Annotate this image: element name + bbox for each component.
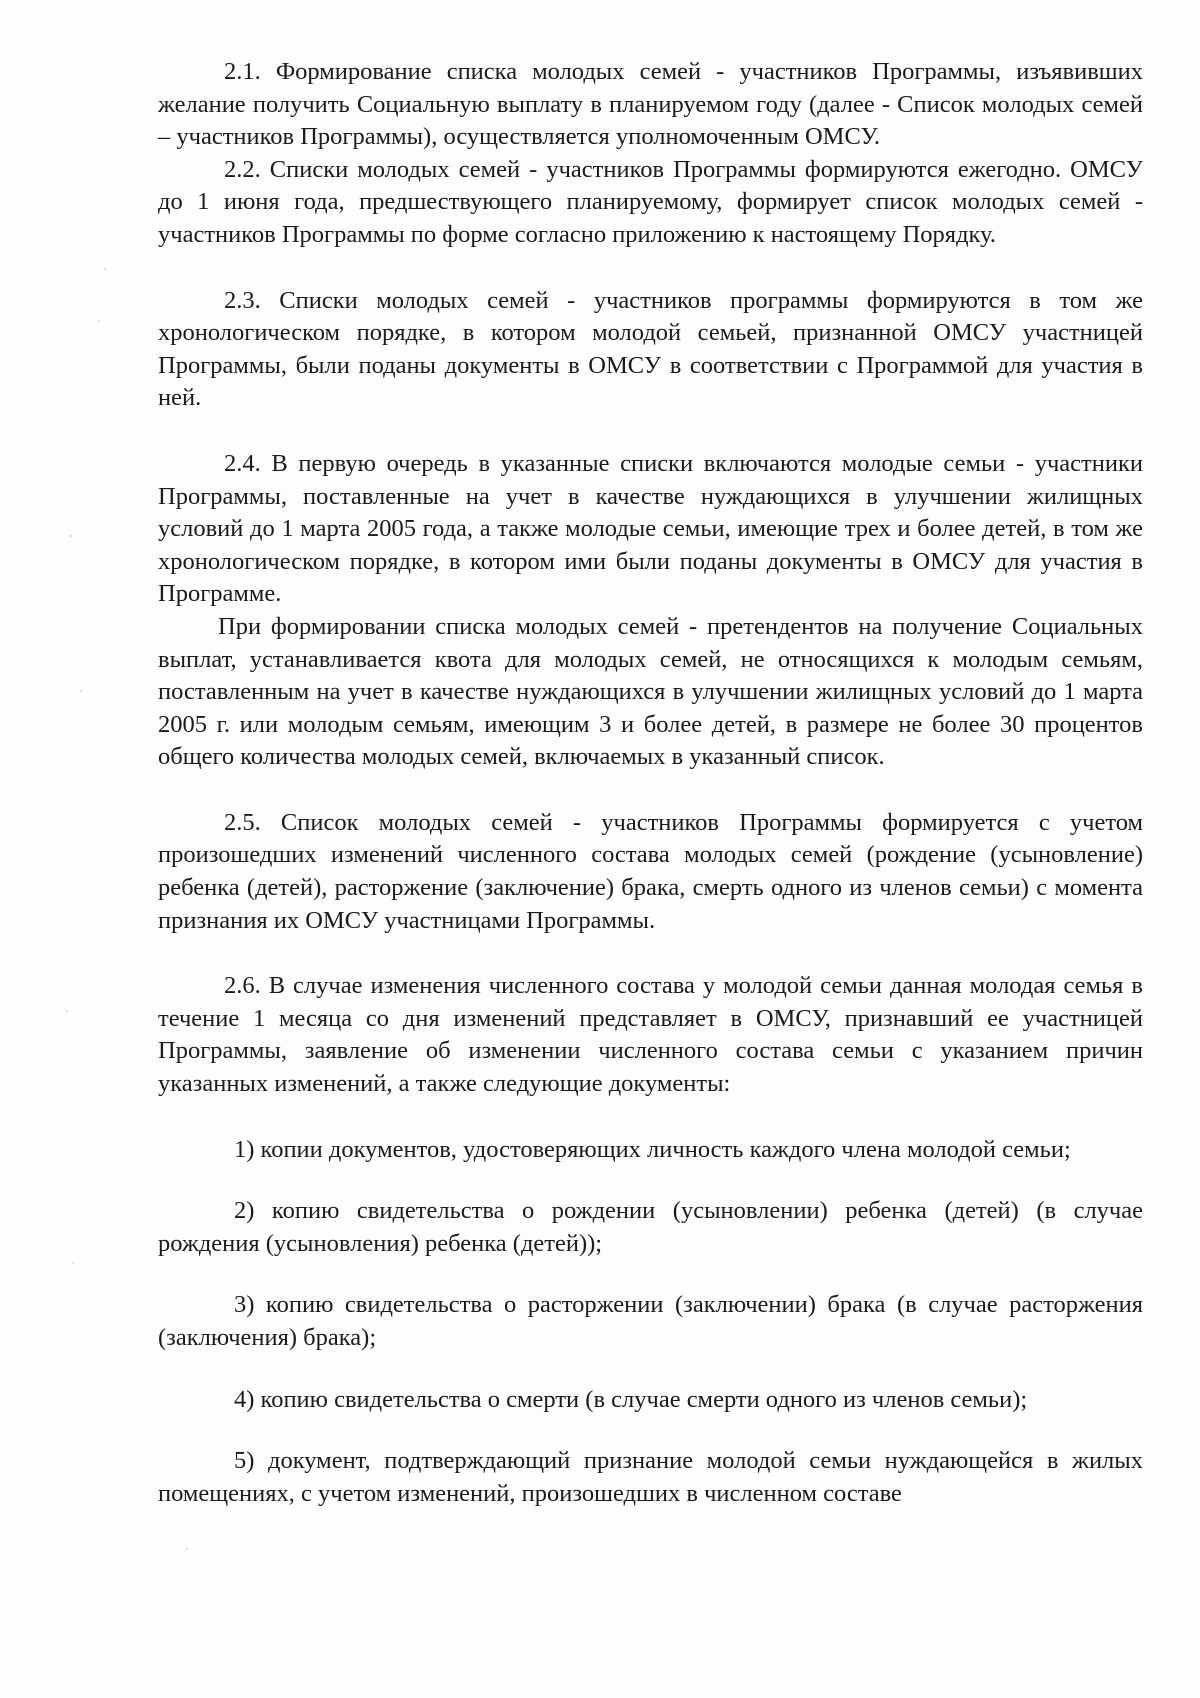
list-item-3: 3) копию свидетельства о расторжении (заключении) брака (в случае расторжения (заключения) брака); <box>158 1291 1143 1351</box>
list-item-2: 2) копию свидетельства о рождении (усыновлении) ребенка (детей) (в случае рождения (усыновления) ребенка (детей)); <box>158 1197 1143 1257</box>
scan-speck <box>186 1548 188 1550</box>
scan-speck <box>98 320 100 322</box>
paragraph-2-3: 2.3. Списки молодых семей - участников программы формируются в том же хронологическом порядке, в котором молодой семьей, признанной ОМСУ участницей Программы, были поданы документы в ОМСУ в соответствии с Программой для участия в ней. <box>158 286 1143 412</box>
list-item-5: 5) документ, подтверждающий признание молодой семьи нуждающейся в жилых помещениях, с учетом изменений, произошедших в численном составе <box>158 1447 1143 1507</box>
list-item-4: 4) копию свидетельства о смерти (в случае смерти одного из членов семьи); <box>234 1385 1028 1413</box>
paragraph-quota: При формировании списка молодых семей - претендентов на получение Социальных выплат, устанавливается квота для молодых семей, не относящихся к молодым семьям, поставленным на учет в качестве нуждающихся в улучшении жилищных условий до 1 марта 2005 г. или молодым семьям, имеющим 3 и более детей, в размере не более 30 процентов общего количества молодых семей, включаемых в указанный список. <box>158 612 1143 771</box>
scan-speck <box>104 268 106 270</box>
paragraph-2-6: 2.6. В случае изменения численного состава у молодой семьи данная молодая семья в течение 1 месяца со дня изменений представляет в ОМСУ, признавший ее участницей Программы, заявление об изменении численного состава семьи с указанием причин указанных изменений, а также следующие документы: <box>158 972 1143 1098</box>
paragraph-2-4: 2.4. В первую очередь в указанные списки включаются молодые семьи - участники Программы, поставленные на учет в качестве нуждающихся в улучшении жилищных условий до 1 марта 2005 года, а также молодые семьи, имеющие трех и более детей, в том же хронологическом порядке, в котором ими были поданы документы в ОМСУ для участия в Программе. <box>158 449 1143 608</box>
paragraph-2-5: 2.5. Список молодых семей - участников Программы формируется с учетом произошедших изменений численного состава молодых семей (рождение (усыновление) ребенка (детей), расторжение (заключение) брака, смерть одного из членов семьи) с момента признания их ОМСУ участницами Программы. <box>158 808 1143 934</box>
document-body <box>158 56 1143 1510</box>
scan-speck <box>72 1262 74 1264</box>
scan-speck <box>70 535 72 537</box>
paragraph-2-2: 2.2. Списки молодых семей - участников Программы формируются ежегодно. ОМСУ до 1 июня года, предшествующего планируемому, формирует список молодых семей - участников Программы по форме согласно приложению к настоящему Порядку. <box>158 155 1143 248</box>
paragraph-2-1: 2.1. Формирование списка молодых семей - участников Программы, изъявивших желание получить Социальную выплату в планируемом году (далее - Список молодых семей – участников Программы), осуществляется уполномоченным ОМСУ. <box>158 58 1143 151</box>
scan-speck <box>66 1010 68 1012</box>
scan-speck <box>80 690 82 692</box>
list-item-1: 1) копии документов, удостоверяющих личность каждого члена молодой семьи; <box>234 1135 1071 1163</box>
